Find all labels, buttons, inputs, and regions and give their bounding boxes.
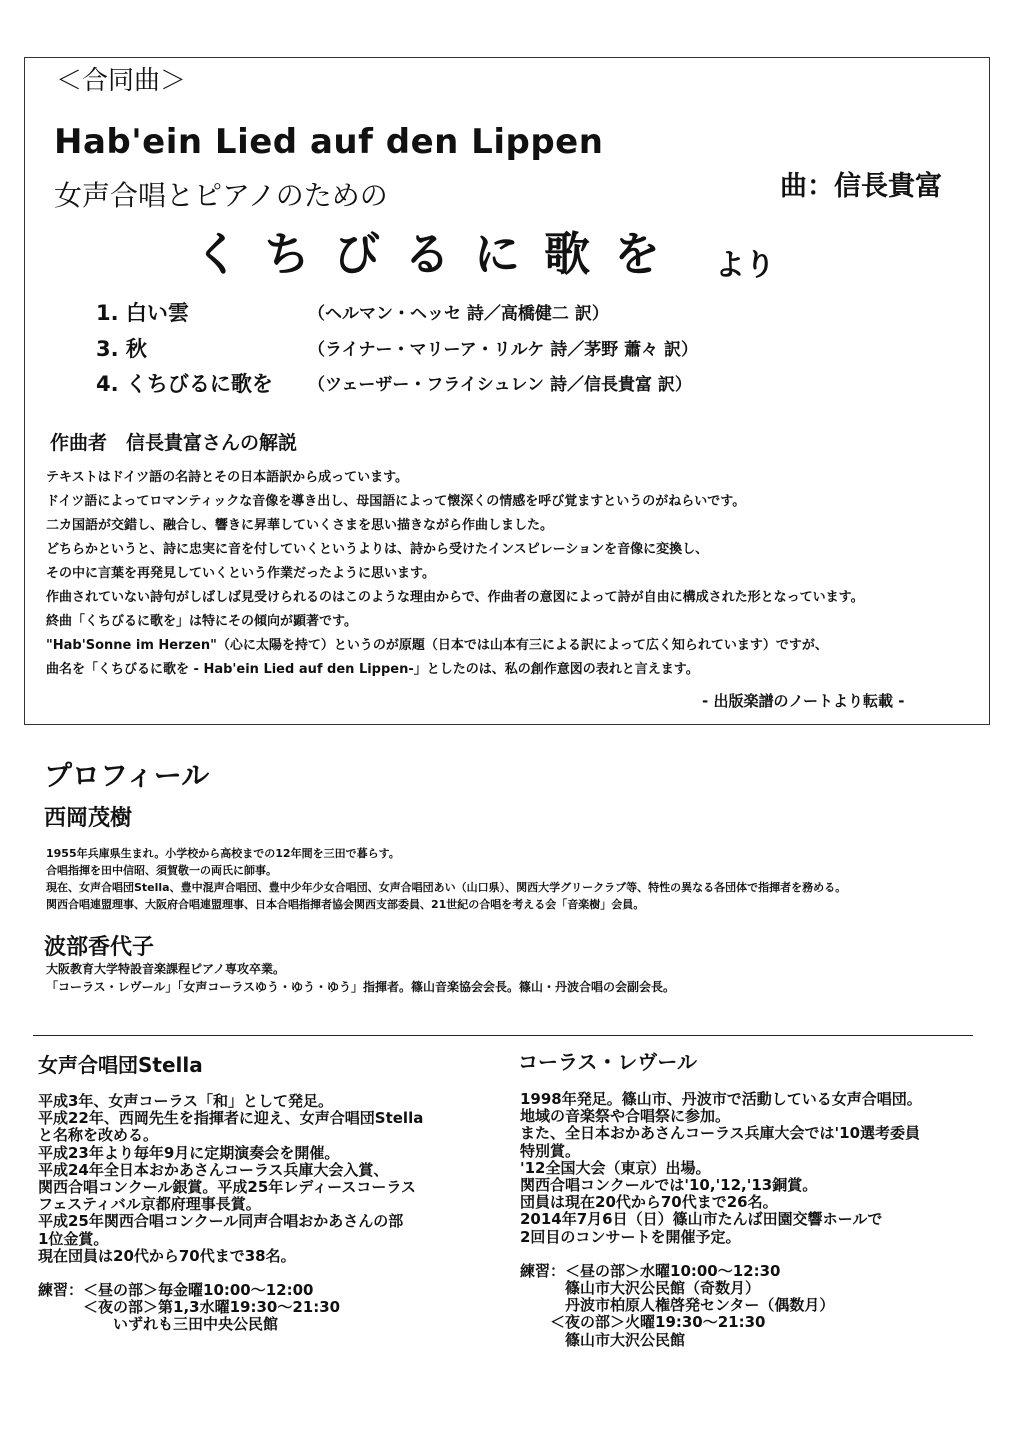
person-name: 波部香代子 — [44, 935, 155, 960]
main-title: くちびるに歌を — [194, 227, 684, 281]
person-name: 西岡茂樹 — [44, 806, 133, 831]
group-line: 平成23年より毎年9月に定期演奏会を開催。 — [38, 1143, 340, 1162]
commentary-line: その中に言葉を再発見していくという作業だったように思います。 — [46, 566, 435, 581]
group-line-spacer — [520, 1246, 922, 1263]
group-line: いずれも三田中央公民館 — [38, 1315, 279, 1334]
commentary-line: 曲名を「くちびるに歌を - Hab'ein Lied auf den Lippen-」としたのは、私の創作意図の表れと言えます。 — [46, 662, 699, 677]
commentary-line: ドイツ語によってロマンティックな音像を導き出し、母国語によって懐深くの情感を呼び覚ますというのがねらいです。 — [46, 494, 746, 509]
bio-line: 現在、女声合唱団Stella、豊中混声合唱団、豊中少年少女合唱団、女声合唱団あい（山口県）、関西大学グリークラブ等、特性の異なる各団体で指揮者を務める。 — [46, 881, 847, 894]
group-line: 平成22年、西岡先生を指揮者に迎え、女声合唱団Stella — [38, 1109, 424, 1128]
bio-line: 「コーラス・レヴール」「女声コーラスゆう・ゆう・ゆう」指揮者。篠山音楽協会会長。篠山・丹波合唱の会副会長。 — [46, 980, 676, 994]
english-title: Hab'ein Lied auf den Lippen — [54, 122, 604, 162]
song-title: 1. 白い雲 — [96, 301, 189, 325]
group-line: 関西合唱コンクールでは'10,'12,'13銅賞。 — [520, 1176, 818, 1195]
group-line: 平成25年関西合唱コンクール同声合唱おかあさんの部 — [38, 1212, 404, 1231]
group-line: 平成3年、女声コーラス「和」として発足。 — [38, 1092, 333, 1110]
commentary-line: 終曲「くちびるに歌を」は特にその傾向が顕著です。 — [46, 614, 357, 629]
group-line: ＜夜の部＞火曜19:30～21:30 — [520, 1313, 766, 1332]
commentary-heading: 作曲者 信長貴富さんの解説 — [50, 432, 298, 454]
commentary-line: "Hab'Sonne im Herzen"（心に太陽を持て）というのが原題（日本では山本有三による訳によって広く知られています）ですが、 — [46, 638, 828, 653]
song-title: 4. くちびるに歌を — [96, 372, 273, 396]
group-line: 平成24年全日本おかあさんコーラス兵庫大会入賞、 — [38, 1160, 389, 1179]
group-line: 地域の音楽祭や合唱祭に参加。 — [520, 1107, 731, 1126]
group-description-reveur — [520, 1091, 922, 1349]
song-credit: （ライナー・マリーア・リルケ 詩／茅野 蕭々 訳） — [308, 340, 699, 360]
group-line: 1998年発足。篠山市、丹波市で活動している女声合唱団。 — [520, 1090, 922, 1108]
group-line: 特別賞。 — [520, 1141, 581, 1160]
group-line-spacer — [38, 1265, 423, 1282]
commentary-source: - 出版楽譜のノートより転載 - — [702, 692, 905, 710]
section-label: ＜合同曲＞ — [56, 66, 187, 96]
group-line: 練習：＜昼の部＞水曜10:00～12:30 — [520, 1261, 781, 1280]
song-title: 3. 秋 — [96, 337, 147, 361]
commentary-line: テキストはドイツ語の名詩とその日本語訳から成っています。 — [46, 470, 409, 485]
bio-line: 関西合唱連盟理事、大阪府合唱連盟理事、日本合唱指揮者協会関西支部委員、21世紀の合唱を考える会「音楽樹」会員。 — [46, 898, 645, 911]
group-line: 練習：＜昼の部＞毎金曜10:00～12:00 — [38, 1281, 314, 1300]
group-name-stella: 女声合唱団Stella — [38, 1053, 203, 1077]
group-line: 2回目のコンサートを開催予定。 — [520, 1227, 741, 1246]
group-description-stella — [38, 1093, 423, 1334]
group-line: 1位金賞。 — [38, 1229, 109, 1248]
main-title-yori: より — [715, 248, 775, 283]
commentary-line: 作曲されていない詩句がしばしば見受けられるのはこのような理由からで、作曲者の意図によって詩が自由に構成された形となっています。 — [46, 590, 864, 605]
group-name-reveur: コーラス・レヴール — [518, 1050, 697, 1074]
group-line: また、全日本おかあさんコーラス兵庫大会では'10選考委員 — [520, 1124, 921, 1143]
commentary-line: 二カ国語が交錯し、融合し、響きに昇華していくさまを思い描きながら作曲しました。 — [46, 518, 554, 533]
group-line: 丹波市柏原人権啓発センター（偶数月） — [520, 1296, 835, 1315]
group-line: ＜夜の部＞第1,3水曜19:30～21:30 — [38, 1298, 341, 1317]
commentary-line: どちらかというと、詩に忠実に音を付していくというよりは、詩から受けたインスピレーションを音像に変換し、 — [46, 542, 709, 557]
bio-line: 合唱指揮を田中信昭、須賀敬一の両氏に師事。 — [46, 864, 277, 877]
group-line: と名称を改める。 — [38, 1126, 159, 1145]
subtitle: 女声合唱とピアノのための — [54, 179, 388, 212]
bio-line: 1955年兵庫県生まれ。小学校から高校までの12年間を三田で暮らす。 — [46, 847, 400, 860]
song-credit: （ヘルマン・ヘッセ 詩／高橋健二 訳） — [308, 304, 609, 324]
group-line: 2014年7月6日（日）篠山市たんば田園交響ホールで — [520, 1210, 883, 1229]
group-line: 現在団員は20代から70代まで38名。 — [38, 1246, 296, 1265]
composer-credit: 曲：信長貴富 — [780, 171, 942, 202]
group-line: '12全国大会（東京）出場。 — [520, 1158, 711, 1177]
group-line: 篠山市大沢公民館 — [520, 1330, 686, 1349]
group-line: 篠山市大沢公民館（奇数月） — [520, 1279, 761, 1298]
song-credit: （ツェーザー・フライシュレン 詩／信長貴富 訳） — [308, 375, 692, 395]
group-line: フェスティバル京都府理事長賞。 — [38, 1195, 261, 1214]
group-line: 関西合唱コンクール銀賞。平成25年レディースコーラス — [38, 1178, 416, 1197]
profile-heading: プロフィール — [44, 759, 210, 792]
bio-line: 大阪教育大学特設音楽課程ピアノ専攻卒業。 — [46, 962, 286, 976]
group-line: 団員は現在20代から70代まで26名。 — [520, 1193, 778, 1212]
section-divider — [33, 1035, 973, 1036]
